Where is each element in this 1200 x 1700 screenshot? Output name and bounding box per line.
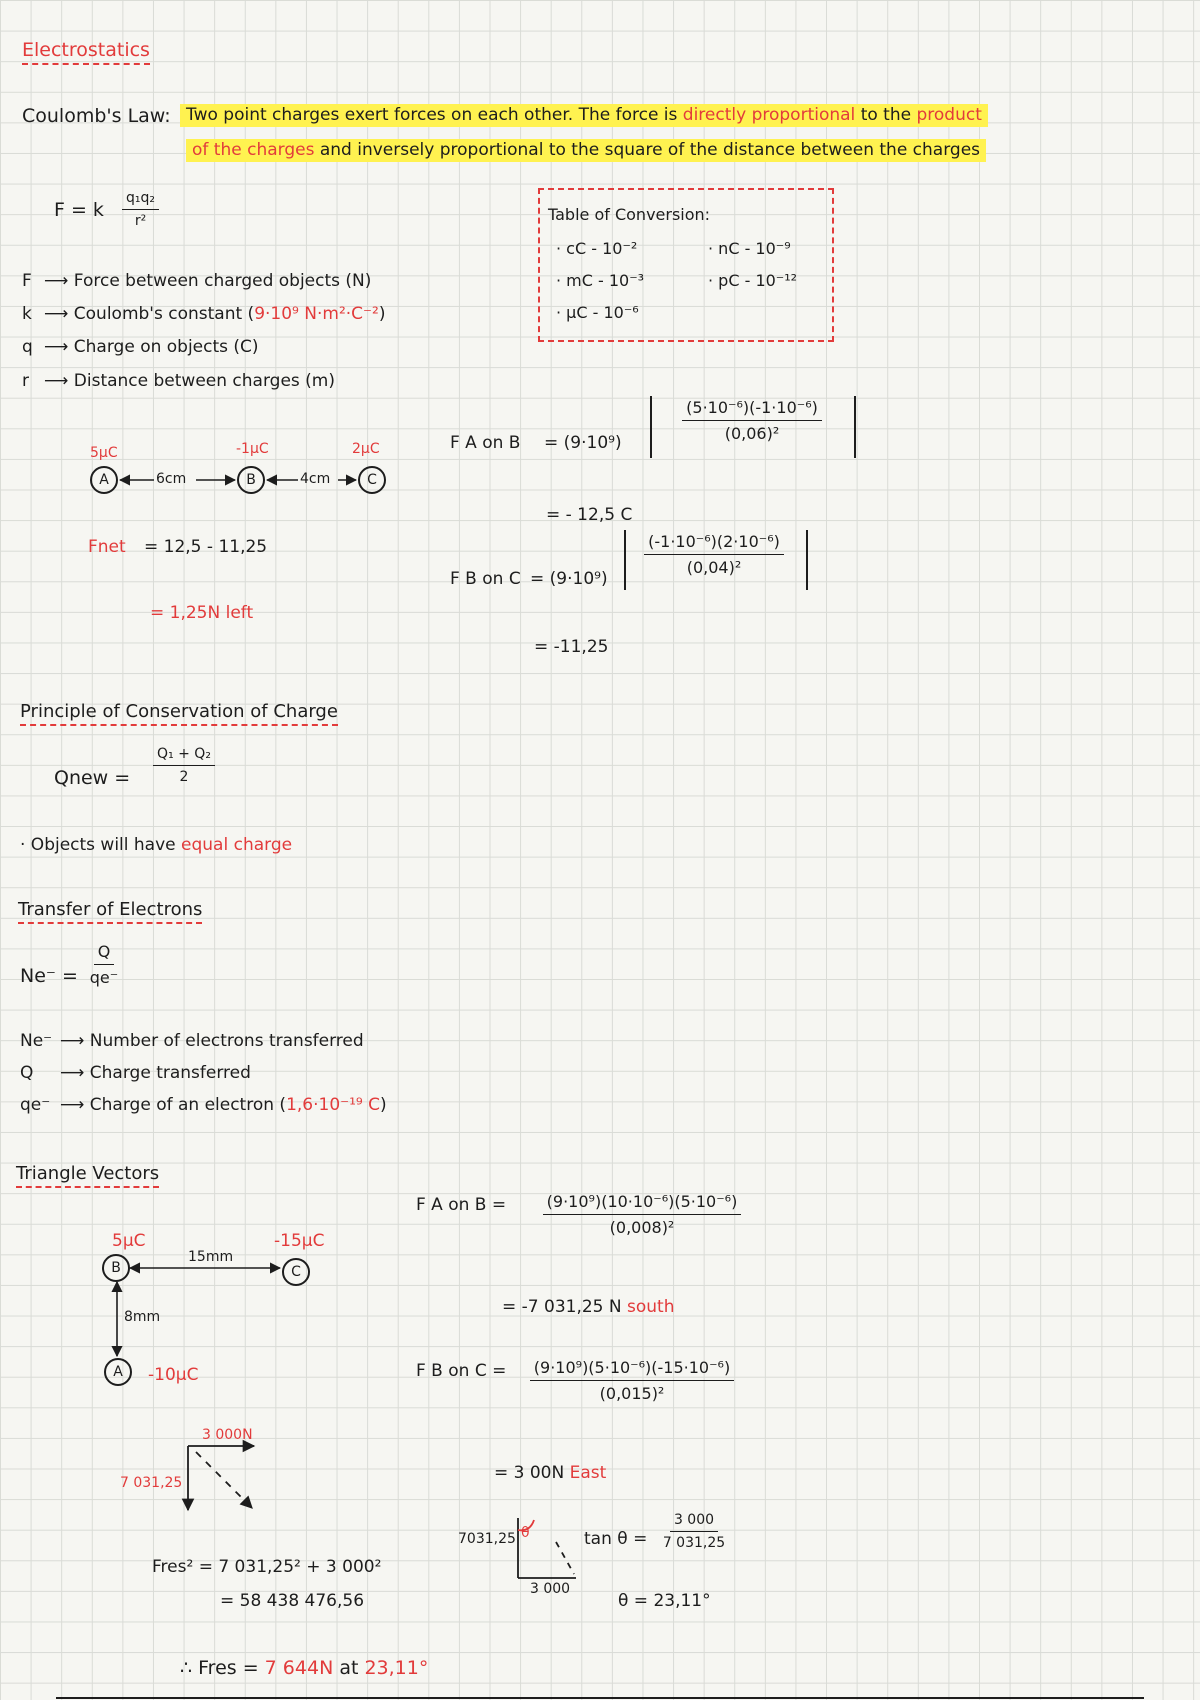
numerator: 3 000 (670, 1512, 718, 1532)
tri-fbc-label: F B on C = (416, 1361, 507, 1381)
conversion-title: Table of Conversion: (548, 205, 711, 224)
conversion-item: · cC - 10⁻² (556, 239, 638, 258)
fres-value: 7 644N (264, 1657, 334, 1679)
fab-equation: = (9·10⁹) (544, 433, 622, 453)
denominator: 7 031,25 (662, 1535, 726, 1551)
denominator: qe⁻ (89, 968, 119, 987)
triangle-heading: Triangle Vectors (16, 1164, 159, 1188)
legend-value: 1,6·10⁻¹⁹ C (286, 1095, 381, 1115)
legend-text: Charge of an electron ( (89, 1095, 287, 1115)
direction-label: south (627, 1297, 675, 1317)
fnet-result: = 1,25N left (150, 603, 254, 623)
vector-horizontal-label: 3 000N (202, 1427, 253, 1443)
tan-lhs: tan θ = (584, 1529, 648, 1549)
charge-label-b: -1µC (236, 441, 269, 457)
def-text: and inversely proportional to the square of the distance between the charges (319, 140, 981, 160)
legend-symbol: F (22, 271, 32, 291)
fres-squared: Fres² = 7 031,25² + 3 000² (152, 1557, 382, 1577)
charge-node-b: B (102, 1254, 130, 1282)
theta-result: θ = 23,11° (618, 1591, 711, 1611)
numerator: (9·10⁹)(5·10⁻⁶)(-15·10⁻⁶) (530, 1358, 734, 1381)
arrow-icon: ⟶ (60, 1095, 85, 1115)
tri-horizontal-label: 3 000 (530, 1581, 571, 1597)
tri-vertical-label: 7031,25 (458, 1531, 516, 1547)
vector-sketch (188, 1446, 254, 1510)
denominator: (0,008)² (609, 1218, 675, 1237)
fbc-equation: = (9·10⁹) (530, 569, 608, 589)
arrow-icon: ⟶ (60, 1063, 85, 1083)
legend-text: ) (380, 1095, 387, 1115)
arrow-icon: ⟶ (60, 1031, 85, 1051)
fres-squared-value: = 58 438 476,56 (220, 1591, 365, 1611)
coulomb-label: Coulomb's Law: (22, 105, 171, 127)
denominator: (0,015)² (599, 1384, 665, 1403)
arrow-icon: ⟶ (44, 337, 69, 357)
charge-node-b: B (237, 466, 265, 494)
fab-result: = - 12,5 C (546, 505, 633, 525)
distance-bc: 4cm (300, 471, 331, 487)
legend-symbol: k (22, 304, 32, 324)
legend-symbol: r (22, 371, 29, 391)
note-highlight: equal charge (181, 835, 293, 855)
numerator: (5·10⁻⁶)(-1·10⁻⁶) (682, 398, 822, 421)
conversion-item: · nC - 10⁻⁹ (708, 239, 791, 258)
legend-value: 9·10⁹ N·m²·C⁻² (254, 304, 379, 324)
charge-node-c: C (358, 466, 386, 494)
fnet-equation: = 12,5 - 11,25 (144, 537, 268, 557)
fres-text: at (339, 1657, 359, 1679)
charge-label-c: -15µC (274, 1231, 325, 1251)
numerator: (9·10⁹)(10·10⁻⁶)(5·10⁻⁶) (543, 1192, 742, 1215)
transfer-lhs: Ne⁻ = (20, 965, 78, 987)
legend-text: Number of electrons transferred (89, 1031, 364, 1051)
numerator: q₁q₂ (122, 190, 159, 210)
def-text: Two point charges exert forces on each other. The force is (186, 105, 678, 125)
direction-label: East (569, 1463, 607, 1483)
angle-triangle (518, 1518, 576, 1578)
fbc-result: = -11,25 (534, 637, 609, 657)
result-text: = 3 00N (494, 1463, 565, 1483)
charge-label-a: -10µC (148, 1365, 199, 1385)
triangle-charge-arrows (117, 1268, 280, 1356)
def-text: to the (860, 105, 912, 125)
denominator: (0,04)² (686, 558, 742, 577)
legend-text: Charge on objects (C) (73, 337, 259, 357)
fnet-label: Fnet (88, 537, 126, 557)
conservation-heading: Principle of Conservation of Charge (20, 702, 338, 726)
distance-ab: 6cm (156, 471, 187, 487)
tri-fab-label: F A on B = (416, 1195, 507, 1215)
page-title: Electrostatics (22, 40, 150, 65)
arrow-icon: ⟶ (44, 371, 69, 391)
fres-text: ∴ Fres = (180, 1657, 259, 1679)
distance-ab: 8mm (124, 1309, 161, 1325)
conversion-item: · µC - 10⁻⁶ (556, 303, 639, 322)
fbc-label: F B on C (450, 569, 521, 589)
result-text: = -7 031,25 N (502, 1297, 622, 1317)
legend-symbol: Ne⁻ (20, 1031, 53, 1051)
numerator: Q₁ + Q₂ (153, 746, 215, 766)
numerator: Q (94, 942, 115, 965)
def-text: of the charges (192, 140, 315, 160)
conversion-item: · mC - 10⁻³ (556, 271, 645, 290)
conservation-lhs: Qnew = (54, 767, 131, 789)
legend-text: Force between charged objects (N) (73, 271, 372, 291)
legend-text: Distance between charges (m) (73, 371, 335, 391)
coulomb-formula-lhs: F = k (54, 199, 104, 221)
legend-symbol: qe⁻ (20, 1095, 51, 1115)
denominator: (0,06)² (724, 424, 780, 443)
note-text: · Objects will have (20, 835, 176, 855)
denominator: r² (134, 213, 147, 229)
distance-bc: 15mm (188, 1249, 234, 1265)
charge-label-b: 5µC (112, 1231, 146, 1251)
charge-node-a: A (90, 466, 118, 494)
numerator: (-1·10⁻⁶)(2·10⁻⁶) (644, 532, 784, 555)
legend-text: Charge transferred (89, 1063, 251, 1083)
legend-text: ) (378, 304, 386, 324)
legend-text: Coulomb's constant ( (73, 304, 255, 324)
fres-angle: 23,11° (364, 1657, 429, 1679)
denominator: 2 (179, 769, 189, 785)
def-text: directly proportional (682, 105, 856, 125)
charge-node-a: A (104, 1358, 132, 1386)
def-text: product (916, 105, 982, 125)
charge-node-c: C (282, 1258, 310, 1286)
fab-label: F A on B (450, 433, 521, 453)
page-bottom-rule (56, 1697, 1144, 1699)
charge-label-c: 2µC (352, 441, 380, 457)
legend-symbol: q (22, 337, 33, 357)
legend-symbol: Q (20, 1063, 34, 1083)
vector-vertical-label: 7 031,25 (120, 1475, 183, 1491)
charge-label-a: 5µC (90, 445, 118, 461)
transfer-heading: Transfer of Electrons (18, 900, 202, 924)
arrow-icon: ⟶ (44, 304, 69, 324)
theta-label: θ (521, 1525, 530, 1541)
conversion-item: · pC - 10⁻¹² (708, 271, 798, 290)
arrow-icon: ⟶ (44, 271, 69, 291)
